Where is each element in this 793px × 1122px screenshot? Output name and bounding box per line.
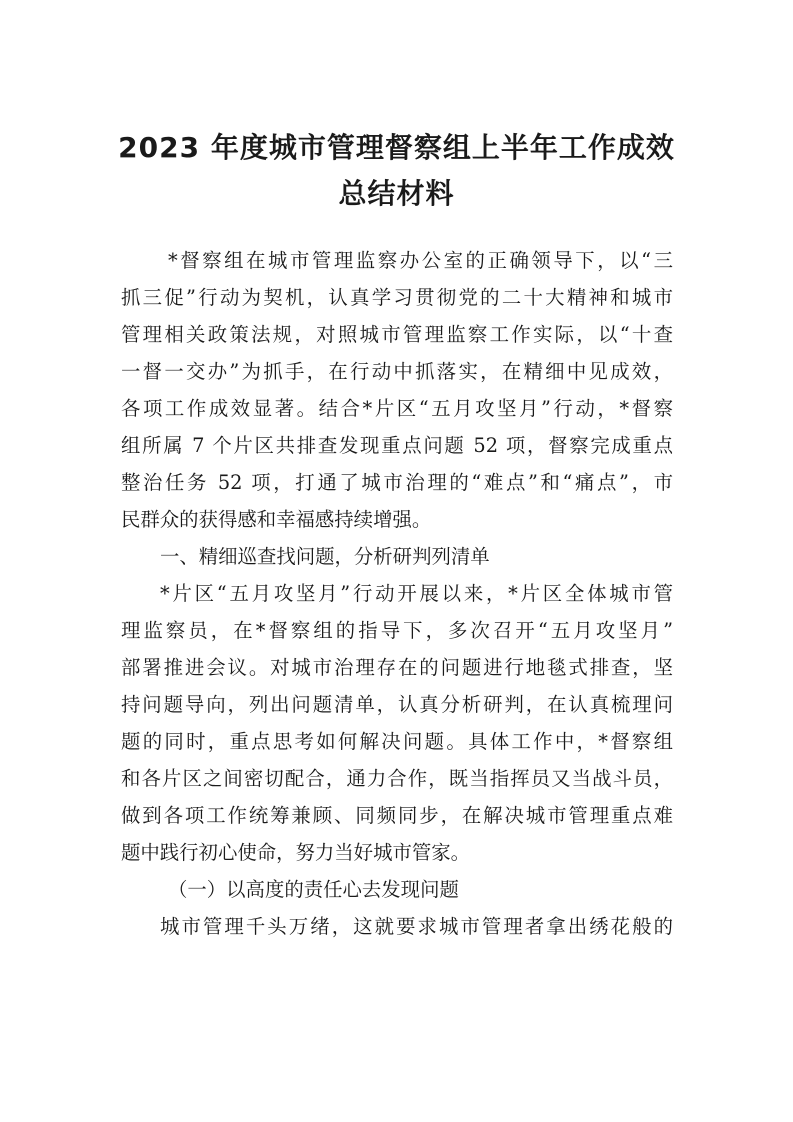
paragraph-line: 题的同时，重点思考如何解决问题。具体工作中，*督察组: [121, 730, 673, 753]
paragraph-line: 整治任务 52 项，打通了城市治理的“难点”和“痛点”，市: [121, 471, 673, 494]
paragraph-line: *督察组在城市管理监察办公室的正确领导下，以“三: [168, 249, 673, 272]
paragraph-line: 和各片区之间密切配合，通力合作，既当指挥员又当战斗员，: [121, 767, 673, 790]
paragraph-line: 管理相关政策法规，对照城市管理监察工作实际，以“十查: [121, 323, 673, 346]
paragraph-line: 民群众的获得感和幸福感持续增强。: [121, 508, 432, 531]
paragraph-line: 各项工作成效显著。结合*片区“五月攻坚月”行动，*督察: [121, 397, 673, 420]
paragraph-line: 城市管理千头万绪，这就要求城市管理者拿出绣花般的: [160, 915, 673, 938]
paragraph-line: 做到各项工作统筹兼顾、同频同步，在解决城市管理重点难: [121, 804, 673, 827]
document-title-line-2: 总结材料: [338, 177, 455, 210]
paragraph-line: 部署推进会议。对城市治理存在的问题进行地毯式排查，坚: [121, 656, 673, 679]
section-heading: 一、精细巡查找问题，分析研判列清单: [160, 545, 490, 568]
paragraph-line: 抓三促”行动为契机，认真学习贯彻党的二十大精神和城市: [121, 286, 673, 309]
paragraph-line: 持问题导向，列出问题清单，认真分析研判，在认真梳理问: [121, 693, 673, 716]
paragraph-line: 理监察员，在*督察组的指导下，多次召开“五月攻坚月”: [121, 619, 673, 642]
document-title-line-1: 2023 年度城市管理督察组上半年工作成效: [118, 131, 675, 164]
subsection-heading: （一）以高度的责任心去发现问题: [168, 878, 459, 901]
paragraph-line: 一督一交办”为抓手，在行动中抓落实，在精细中见成效，: [121, 360, 673, 383]
paragraph-line: 组所属 7 个片区共排查发现重点问题 52 项，督察完成重点: [121, 434, 673, 457]
paragraph-line: *片区“五月攻坚月”行动开展以来，*片区全体城市管: [160, 582, 673, 605]
paragraph-line: 题中践行初心使命，努力当好城市管家。: [121, 841, 471, 864]
